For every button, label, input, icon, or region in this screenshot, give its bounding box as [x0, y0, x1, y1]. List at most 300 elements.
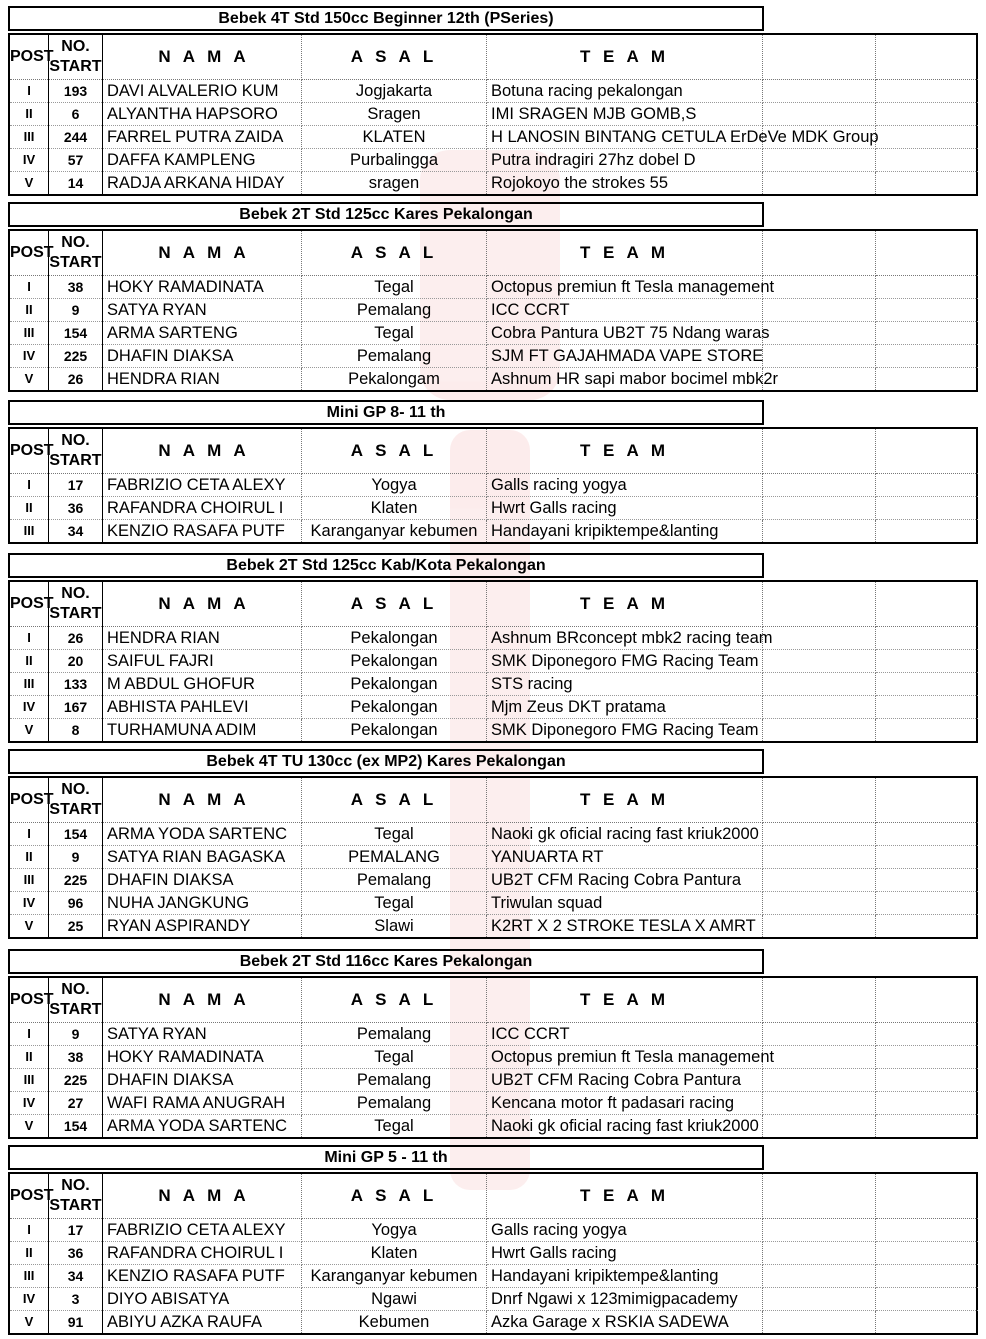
start-number-cell: 26 [49, 627, 103, 650]
team-cell: Handayani kripiktempe&lanting [487, 1265, 763, 1288]
position-cell: I [10, 276, 49, 299]
rider-name-cell: RAFANDRA CHOIRUL I [103, 1242, 302, 1265]
empty-cell [876, 1311, 979, 1334]
empty-cell [876, 497, 979, 520]
rider-name-cell: RAFANDRA CHOIRUL I [103, 497, 302, 520]
origin-cell: KLATEN [302, 126, 487, 149]
rider-name-cell: ARMA SARTENG [103, 322, 302, 345]
position-cell: V [10, 719, 49, 742]
header-nama: N A M A [103, 978, 302, 1023]
header-no-line1: NO. [61, 38, 90, 55]
origin-cell: PEMALANG [302, 846, 487, 869]
empty-cell [876, 869, 979, 892]
empty-cell [763, 1219, 876, 1242]
start-number-cell: 154 [49, 1115, 103, 1138]
empty-column [763, 778, 876, 823]
table-row [10, 474, 978, 497]
table-row [10, 322, 978, 345]
table-row [10, 1265, 978, 1288]
header-no-start [49, 778, 103, 823]
rider-name-cell: HOKY RAMADINATA [103, 1046, 302, 1069]
origin-cell: Pemalang [302, 345, 487, 368]
origin-cell: Pemalang [302, 1023, 487, 1046]
table-row [10, 650, 978, 673]
team-cell: Putra indragiri 27hz dobel D [487, 149, 763, 172]
table-row [10, 1092, 978, 1115]
empty-cell [876, 126, 979, 149]
team-cell: Kencana motor ft padasari racing [487, 1092, 763, 1115]
header-no-line2: START [49, 58, 102, 75]
rider-name-cell: SAIFUL FAJRI [103, 650, 302, 673]
table-header-row [10, 35, 978, 80]
position-cell: III [10, 673, 49, 696]
origin-cell: Pekalongan [302, 650, 487, 673]
start-number-cell: 38 [49, 276, 103, 299]
empty-cell [763, 1311, 876, 1334]
origin-cell: Klaten [302, 1242, 487, 1265]
rider-name-cell: HENDRA RIAN [103, 368, 302, 391]
table-row [10, 1219, 978, 1242]
position-cell: III [10, 869, 49, 892]
section-title: Mini GP 8- 11 th [8, 400, 764, 425]
table-row [10, 673, 978, 696]
origin-cell: Pemalang [302, 1069, 487, 1092]
header-team: T E A M [487, 978, 763, 1023]
origin-cell: Tegal [302, 1046, 487, 1069]
rider-name-cell: FABRIZIO CETA ALEXY [103, 1219, 302, 1242]
header-team: T E A M [487, 582, 763, 627]
position-cell: IV [10, 892, 49, 915]
start-number-cell: 154 [49, 823, 103, 846]
rider-name-cell: SATYA RYAN [103, 299, 302, 322]
header-no-start [49, 429, 103, 474]
start-number-cell: 225 [49, 345, 103, 368]
position-cell: I [10, 1023, 49, 1046]
start-number-cell: 193 [49, 80, 103, 103]
header-no-line1: NO. [61, 981, 90, 998]
empty-cell [763, 1115, 876, 1138]
team-cell: Cobra Pantura UB2T 75 Ndang waras [487, 322, 763, 345]
table-row [10, 719, 978, 742]
empty-cell [876, 823, 979, 846]
rider-name-cell: ARMA YODA SARTENC [103, 823, 302, 846]
start-number-cell: 96 [49, 892, 103, 915]
results-table [10, 582, 978, 741]
empty-cell [763, 915, 876, 938]
empty-cell [876, 1265, 979, 1288]
empty-column [876, 978, 979, 1023]
results-table-box [8, 33, 978, 196]
header-no-start [49, 1174, 103, 1219]
results-table-box [8, 580, 978, 743]
team-cell: Naoki gk oficial racing fast kriuk2000 [487, 1115, 763, 1138]
position-cell: IV [10, 149, 49, 172]
header-no-start [49, 35, 103, 80]
position-cell: III [10, 520, 49, 543]
empty-cell [876, 915, 979, 938]
position-cell: III [10, 322, 49, 345]
header-no-line2: START [49, 605, 102, 622]
team-cell: ICC CCRT [487, 299, 763, 322]
table-row [10, 520, 978, 543]
table-row [10, 149, 978, 172]
rider-name-cell: KENZIO RASAFA PUTF [103, 520, 302, 543]
empty-cell [876, 1023, 979, 1046]
header-asal: A S A L [302, 1174, 487, 1219]
empty-column [763, 231, 876, 276]
empty-cell [876, 474, 979, 497]
results-table [10, 978, 978, 1137]
header-pos: POST [10, 978, 49, 1023]
origin-cell: Slawi [302, 915, 487, 938]
position-cell: V [10, 1115, 49, 1138]
table-row [10, 126, 978, 149]
origin-cell: Pekalongan [302, 719, 487, 742]
results-table-box [8, 976, 978, 1139]
start-number-cell: 8 [49, 719, 103, 742]
team-cell: YANUARTA RT [487, 846, 763, 869]
start-number-cell: 9 [49, 299, 103, 322]
start-number-cell: 20 [49, 650, 103, 673]
empty-cell [763, 869, 876, 892]
results-table-box [8, 229, 978, 392]
start-number-cell: 3 [49, 1288, 103, 1311]
empty-cell [876, 892, 979, 915]
table-header-row [10, 1174, 978, 1219]
header-team: T E A M [487, 35, 763, 80]
origin-cell: Pemalang [302, 299, 487, 322]
rider-name-cell: HENDRA RIAN [103, 627, 302, 650]
header-pos: POST [10, 778, 49, 823]
position-cell: III [10, 1069, 49, 1092]
position-cell: II [10, 1046, 49, 1069]
origin-cell: Jogjakarta [302, 80, 487, 103]
team-cell: IMI SRAGEN MJB GOMB,S [487, 103, 763, 126]
start-number-cell: 36 [49, 1242, 103, 1265]
table-row [10, 1069, 978, 1092]
rider-name-cell: M ABDUL GHOFUR [103, 673, 302, 696]
position-cell: II [10, 846, 49, 869]
empty-cell [876, 1115, 979, 1138]
empty-column [876, 1174, 979, 1219]
header-nama: N A M A [103, 35, 302, 80]
origin-cell: Tegal [302, 276, 487, 299]
empty-column [763, 1174, 876, 1219]
rider-name-cell: ABIYU AZKA RAUFA [103, 1311, 302, 1334]
rider-name-cell: FABRIZIO CETA ALEXY [103, 474, 302, 497]
origin-cell: Karanganyar kebumen [302, 1265, 487, 1288]
empty-cell [876, 368, 979, 391]
empty-cell [763, 1069, 876, 1092]
empty-cell [876, 276, 979, 299]
header-no-line1: NO. [61, 781, 90, 798]
header-pos: POST [10, 429, 49, 474]
empty-cell [876, 172, 979, 195]
empty-cell [876, 696, 979, 719]
results-table-box [8, 427, 978, 544]
table-header-row [10, 778, 978, 823]
empty-cell [763, 1046, 876, 1069]
rider-name-cell: RADJA ARKANA HIDAY [103, 172, 302, 195]
empty-cell [763, 322, 876, 345]
start-number-cell: 14 [49, 172, 103, 195]
table-header-row [10, 429, 978, 474]
origin-cell: Sragen [302, 103, 487, 126]
header-asal: A S A L [302, 231, 487, 276]
rider-name-cell: HOKY RAMADINATA [103, 276, 302, 299]
team-cell: UB2T CFM Racing Cobra Pantura [487, 1069, 763, 1092]
team-cell: Ashnum HR sapi mabor bocimel mbk2r [487, 368, 763, 391]
start-number-cell: 27 [49, 1092, 103, 1115]
rider-name-cell: SATYA RYAN [103, 1023, 302, 1046]
team-cell: Hwrt Galls racing [487, 1242, 763, 1265]
rider-name-cell: ABHISTA PAHLEVI [103, 696, 302, 719]
position-cell: II [10, 497, 49, 520]
table-row [10, 276, 978, 299]
results-table [10, 778, 978, 937]
rider-name-cell: NUHA JANGKUNG [103, 892, 302, 915]
rider-name-cell: DHAFIN DIAKSA [103, 345, 302, 368]
team-cell: H LANOSIN BINTANG CETULA ErDeVe MDK Group [487, 126, 763, 149]
start-number-cell: 34 [49, 1265, 103, 1288]
header-asal: A S A L [302, 35, 487, 80]
team-cell: Galls racing yogya [487, 474, 763, 497]
empty-cell [763, 1242, 876, 1265]
start-number-cell: 225 [49, 1069, 103, 1092]
results-table [10, 231, 978, 390]
origin-cell: Tegal [302, 823, 487, 846]
empty-column [763, 978, 876, 1023]
table-row [10, 1242, 978, 1265]
rider-name-cell: WAFI RAMA ANUGRAH [103, 1092, 302, 1115]
empty-column [876, 429, 979, 474]
empty-cell [763, 1265, 876, 1288]
table-row [10, 80, 978, 103]
section-title: Mini GP 5 - 11 th [8, 1145, 764, 1170]
start-number-cell: 154 [49, 322, 103, 345]
table-row [10, 1288, 978, 1311]
position-cell: I [10, 627, 49, 650]
empty-cell [876, 1069, 979, 1092]
team-cell: Hwrt Galls racing [487, 497, 763, 520]
start-number-cell: 25 [49, 915, 103, 938]
start-number-cell: 9 [49, 1023, 103, 1046]
header-pos: POST [10, 35, 49, 80]
header-asal: A S A L [302, 582, 487, 627]
section-title: Bebek 4T TU 130cc (ex MP2) Kares Pekalongan [8, 749, 764, 774]
table-row [10, 1115, 978, 1138]
team-cell: K2RT X 2 STROKE TESLA X AMRT [487, 915, 763, 938]
start-number-cell: 225 [49, 869, 103, 892]
origin-cell: Pekalongan [302, 673, 487, 696]
rider-name-cell: TURHAMUNA ADIM [103, 719, 302, 742]
position-cell: II [10, 1242, 49, 1265]
empty-cell [763, 673, 876, 696]
header-nama: N A M A [103, 429, 302, 474]
empty-cell [763, 719, 876, 742]
empty-cell [876, 627, 979, 650]
empty-cell [876, 1092, 979, 1115]
empty-cell [876, 520, 979, 543]
team-cell: Handayani kripiktempe&lanting [487, 520, 763, 543]
table-row [10, 823, 978, 846]
header-no-line1: NO. [61, 234, 90, 251]
results-table-box [8, 776, 978, 939]
empty-cell [763, 80, 876, 103]
header-pos: POST [10, 582, 49, 627]
empty-column [876, 231, 979, 276]
table-row [10, 869, 978, 892]
position-cell: II [10, 650, 49, 673]
start-number-cell: 26 [49, 368, 103, 391]
table-header-row [10, 582, 978, 627]
empty-cell [876, 1046, 979, 1069]
header-no-start [49, 582, 103, 627]
rider-name-cell: DAVI ALVALERIO KUM [103, 80, 302, 103]
header-no-line2: START [49, 254, 102, 271]
origin-cell: Tegal [302, 1115, 487, 1138]
origin-cell: Karanganyar kebumen [302, 520, 487, 543]
empty-cell [876, 650, 979, 673]
team-cell: Naoki gk oficial racing fast kriuk2000 [487, 823, 763, 846]
header-asal: A S A L [302, 978, 487, 1023]
empty-cell [876, 1219, 979, 1242]
empty-column [763, 582, 876, 627]
team-cell: Ashnum BRconcept mbk2 racing team [487, 627, 763, 650]
team-cell: SMK Diponegoro FMG Racing Team [487, 650, 763, 673]
section-title: Bebek 4T Std 150cc Beginner 12th (PSeries) [8, 6, 764, 31]
header-team: T E A M [487, 778, 763, 823]
table-row [10, 846, 978, 869]
position-cell: I [10, 823, 49, 846]
team-cell: UB2T CFM Racing Cobra Pantura [487, 869, 763, 892]
position-cell: V [10, 368, 49, 391]
rider-name-cell: ARMA YODA SARTENC [103, 1115, 302, 1138]
team-cell: Azka Garage x RSKIA SADEWA [487, 1311, 763, 1334]
empty-column [876, 778, 979, 823]
empty-cell [763, 520, 876, 543]
team-cell: Triwulan squad [487, 892, 763, 915]
header-pos: POST [10, 1174, 49, 1219]
table-row [10, 299, 978, 322]
empty-cell [763, 345, 876, 368]
results-table [10, 1174, 978, 1333]
position-cell: V [10, 1311, 49, 1334]
start-number-cell: 6 [49, 103, 103, 126]
position-cell: I [10, 1219, 49, 1242]
team-cell: Botuna racing pekalongan [487, 80, 763, 103]
header-no-line1: NO. [61, 1177, 90, 1194]
header-no-line2: START [49, 452, 102, 469]
header-nama: N A M A [103, 1174, 302, 1219]
results-table [10, 35, 978, 194]
origin-cell: Tegal [302, 322, 487, 345]
empty-cell [763, 474, 876, 497]
header-no-start [49, 978, 103, 1023]
position-cell: III [10, 126, 49, 149]
team-cell: SJM FT GAJAHMADA VAPE STORE [487, 345, 763, 368]
empty-cell [763, 823, 876, 846]
empty-cell [763, 627, 876, 650]
empty-cell [763, 276, 876, 299]
origin-cell: Purbalingga [302, 149, 487, 172]
header-pos: POST [10, 231, 49, 276]
header-no-start [49, 231, 103, 276]
empty-cell [763, 368, 876, 391]
results-table [10, 429, 978, 542]
table-row [10, 1046, 978, 1069]
origin-cell: sragen [302, 172, 487, 195]
empty-column [763, 429, 876, 474]
team-cell: Dnrf Ngawi x 123mimigpacademy [487, 1288, 763, 1311]
header-team: T E A M [487, 429, 763, 474]
empty-cell [876, 673, 979, 696]
table-row [10, 172, 978, 195]
team-cell: Rojokoyo the strokes 55 [487, 172, 763, 195]
rider-name-cell: KENZIO RASAFA PUTF [103, 1265, 302, 1288]
empty-cell [763, 1023, 876, 1046]
table-row [10, 892, 978, 915]
origin-cell: Pemalang [302, 1092, 487, 1115]
team-cell: SMK Diponegoro FMG Racing Team [487, 719, 763, 742]
team-cell: Galls racing yogya [487, 1219, 763, 1242]
origin-cell: Pekalongam [302, 368, 487, 391]
rider-name-cell: DIYO ABISATYA [103, 1288, 302, 1311]
header-no-line2: START [49, 801, 102, 818]
table-row [10, 103, 978, 126]
team-cell: STS racing [487, 673, 763, 696]
empty-cell [876, 322, 979, 345]
section-title: Bebek 2T Std 125cc Kab/Kota Pekalongan [8, 553, 764, 578]
start-number-cell: 38 [49, 1046, 103, 1069]
header-team: T E A M [487, 231, 763, 276]
empty-cell [876, 846, 979, 869]
team-cell: ICC CCRT [487, 1023, 763, 1046]
origin-cell: Pekalongan [302, 696, 487, 719]
header-asal: A S A L [302, 778, 487, 823]
start-number-cell: 17 [49, 1219, 103, 1242]
rider-name-cell: SATYA RIAN BAGASKA [103, 846, 302, 869]
origin-cell: Yogya [302, 474, 487, 497]
table-row [10, 1311, 978, 1334]
empty-cell [876, 1288, 979, 1311]
start-number-cell: 17 [49, 474, 103, 497]
rider-name-cell: FARREL PUTRA ZAIDA [103, 126, 302, 149]
empty-cell [876, 80, 979, 103]
start-number-cell: 167 [49, 696, 103, 719]
empty-cell [763, 1092, 876, 1115]
start-number-cell: 36 [49, 497, 103, 520]
position-cell: V [10, 172, 49, 195]
empty-cell [876, 299, 979, 322]
position-cell: V [10, 915, 49, 938]
header-nama: N A M A [103, 231, 302, 276]
empty-cell [763, 299, 876, 322]
empty-cell [763, 846, 876, 869]
header-no-line2: START [49, 1197, 102, 1214]
table-row [10, 345, 978, 368]
empty-cell [876, 1242, 979, 1265]
start-number-cell: 34 [49, 520, 103, 543]
position-cell: II [10, 299, 49, 322]
position-cell: IV [10, 1092, 49, 1115]
position-cell: I [10, 80, 49, 103]
table-row [10, 1023, 978, 1046]
empty-cell [763, 172, 876, 195]
results-table-box [8, 1172, 978, 1335]
empty-cell [763, 103, 876, 126]
position-cell: II [10, 103, 49, 126]
